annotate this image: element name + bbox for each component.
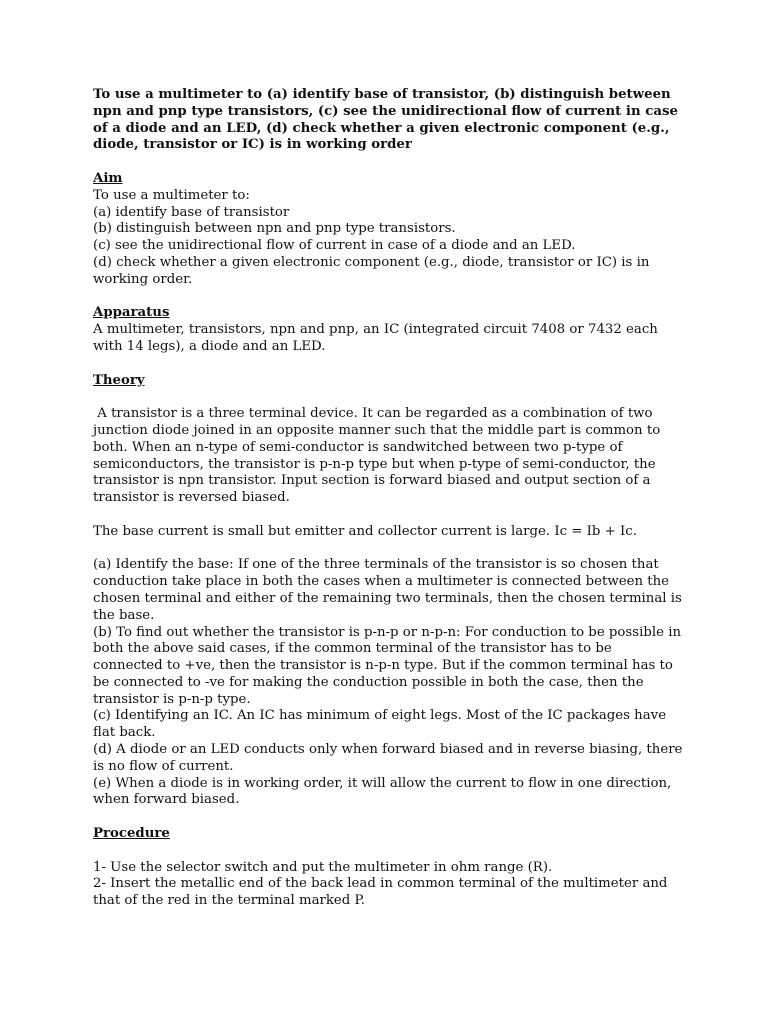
document-title: To use a multimeter to (a) identify base of transistor, (b) distinguish between npn and pnp type transistors, (c) see the unidirectional flow of current in case of a diode and an LED, (d) check whether a given electronic component (e.g., diode, transistor or IC) is in working order [93, 87, 678, 153]
apparatus-text: A multimeter, transistors, npn and pnp, an IC (integrated circuit 7408 or 7432 each with 14 legs), a diode and an LED. [93, 322, 658, 354]
aim-heading: Aim [93, 170, 123, 186]
procedure-step: 1- Use the selector switch and put the multimeter in ohm range (R). [93, 859, 553, 875]
theory-paragraph: The base current is small but emitter and collector current is large. Ic = Ib + Ic. [93, 523, 637, 539]
theory-item: (a) Identify the base: If one of the three terminals of the transistor is so chosen that conduction take place in both the cases when a multimeter is connected between the chosen terminal and either of the remaining two terminals, then the chosen terminal is the base. [93, 557, 682, 623]
theory-heading: Theory [93, 372, 145, 388]
theory-item: (b) To find out whether the transistor is p-n-p or n-p-n: For conduction to be possible in both the above said cases, if the common terminal of the transistor has to be [93, 624, 682, 657]
theory-item: (c) Identifying an IC. An IC has minimum of eight legs. Most of the IC packages have flat back. [93, 708, 667, 741]
apparatus-heading: Apparatus [93, 305, 170, 321]
aim-line: (d) check whether a given electronic component (e.g., diode, transistor or IC) is in working order. [93, 254, 650, 287]
aim-line: (c) see the unidirectional flow of current in case of a diode and an LED. [93, 238, 576, 254]
procedure-heading: Procedure [93, 826, 170, 842]
procedure-step: 2- Insert the metallic end of the back lead in common terminal of the multimeter and that of the red in the terminal marked P. [93, 876, 668, 909]
theory-item: (e) When a diode is in working order, it will allow the current to flow in one direction, when forward biased. [93, 775, 672, 808]
document-page [93, 87, 683, 910]
theory-item: (d) A diode or an LED conducts only when forward biased and in reverse biasing, there is no flow of current. [93, 742, 683, 774]
theory-item: connected to +ve, then the transistor is n-p-n type. But if the common terminal has to be connected to -ve for making the conduction possible in both the case, then the transistor is p-n-p type. [93, 658, 673, 707]
aim-line: To use a multimeter to: [93, 187, 250, 203]
aim-line: (a) identify base of transistor [93, 204, 290, 220]
aim-line: (b) distinguish between npn and pnp type transistors. [93, 221, 456, 237]
theory-paragraph: A transistor is a three terminal device. It can be regarded as a combination of two junction diode joined in an opposite manner such that the middle part is common to both. When an n-type of semi-conductor is sandwitched between two p-type of semiconductors, the transistor is p-n-p type but when p-type of semi-conductor, the transistor is npn transistor. Input section is forward biased and output section of a transistor is reversed biased. [93, 406, 665, 506]
